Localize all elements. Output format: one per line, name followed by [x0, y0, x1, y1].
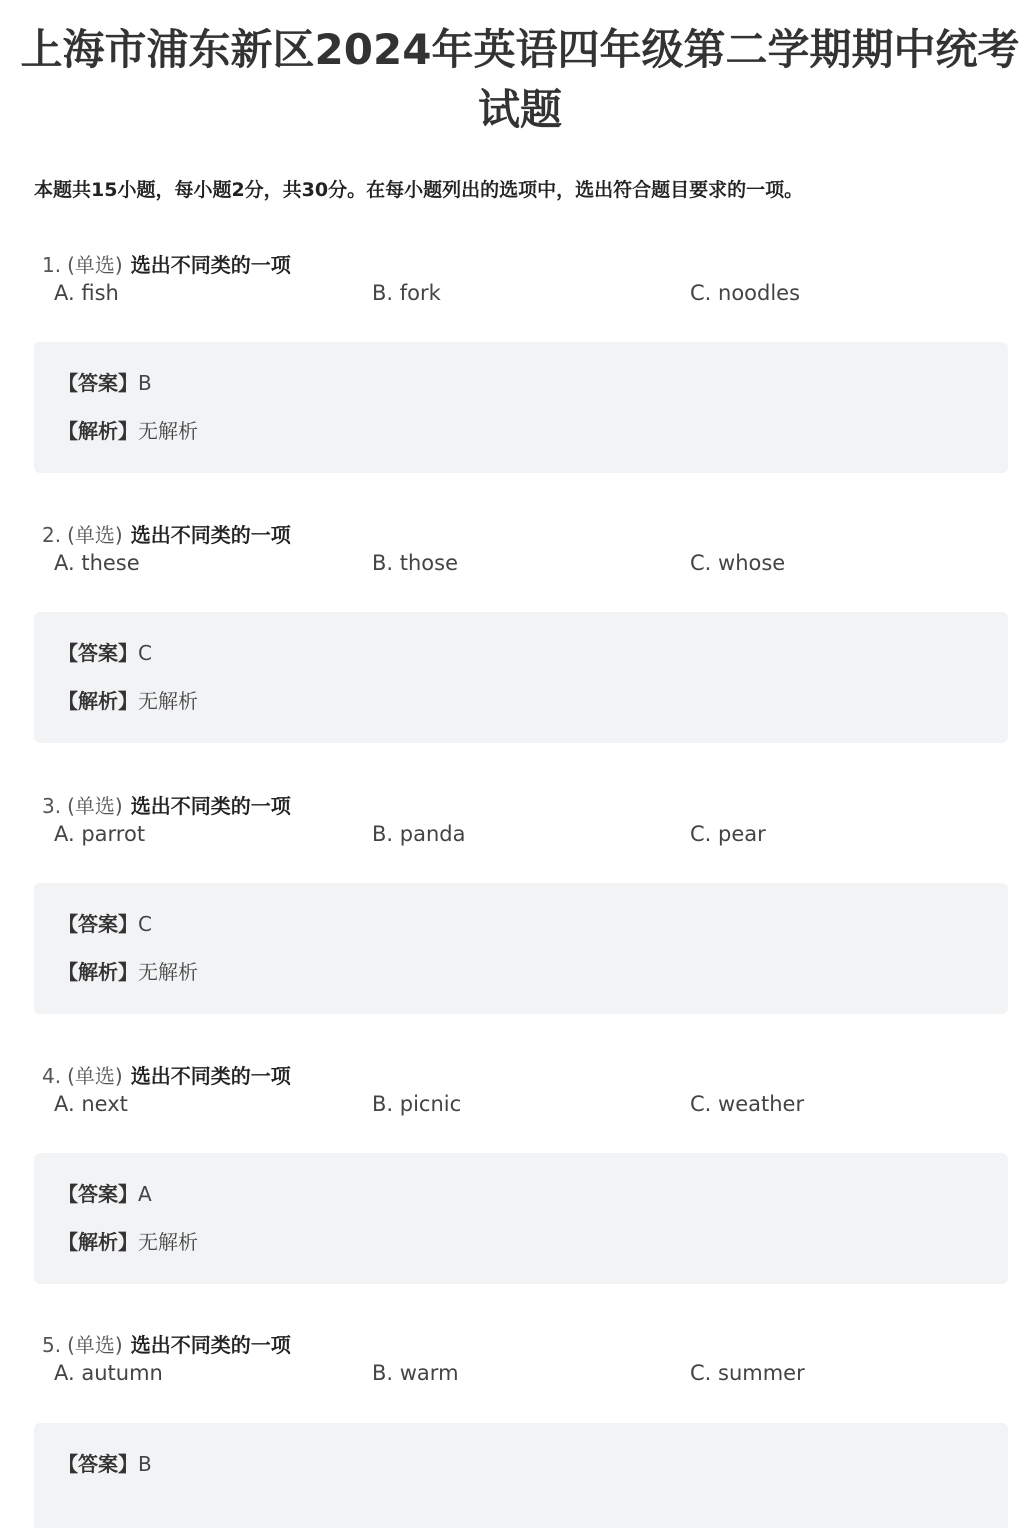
question-type: (单选)	[67, 794, 123, 818]
answer-line	[58, 638, 152, 668]
analysis-value: 无解析	[138, 689, 198, 713]
option-a[interactable]: A. parrot	[54, 822, 146, 846]
analysis-value: 无解析	[138, 960, 198, 984]
page-title: 上海市浦东新区2024年英语四年级第二学期期中统考试题	[20, 25, 1020, 134]
answer-panel	[34, 342, 1008, 473]
answer-panel	[34, 1423, 1008, 1528]
answer-line	[58, 909, 152, 939]
question-number: 5.	[42, 1333, 62, 1357]
option-list	[54, 819, 1014, 849]
question-stem: 选出不同类的一项	[130, 1064, 291, 1088]
answer-value: B	[138, 371, 152, 395]
analysis-label: 【解析】	[58, 689, 138, 713]
question-header	[42, 1330, 291, 1360]
analysis-value: 无解析	[138, 419, 198, 443]
option-a[interactable]: A. autumn	[54, 1361, 163, 1385]
option-a[interactable]: A. these	[54, 551, 140, 575]
option-c[interactable]: C. noodles	[690, 281, 801, 305]
answer-value: C	[138, 641, 152, 665]
option-list	[54, 278, 1014, 308]
question-number: 4.	[42, 1064, 62, 1088]
option-b[interactable]: B. picnic	[372, 1092, 462, 1116]
option-a[interactable]: A. fish	[54, 281, 119, 305]
analysis-label: 【解析】	[58, 960, 138, 984]
analysis-label: 【解析】	[58, 419, 138, 443]
answer-panel	[34, 612, 1008, 743]
analysis-line	[58, 686, 198, 716]
answer-value: A	[138, 1182, 152, 1206]
question-type: (单选)	[67, 1333, 123, 1357]
option-list	[54, 1358, 1014, 1388]
answer-label: 【答案】	[58, 641, 138, 665]
analysis-line	[58, 1227, 198, 1257]
answer-label: 【答案】	[58, 912, 138, 936]
question-header	[42, 1061, 291, 1091]
analysis-label: 【解析】	[58, 1230, 138, 1254]
question-type: (单选)	[67, 1064, 123, 1088]
analysis-line	[58, 957, 198, 987]
answer-label: 【答案】	[58, 1182, 138, 1206]
question-stem: 选出不同类的一项	[130, 794, 291, 818]
option-b[interactable]: B. panda	[372, 822, 466, 846]
analysis-line	[58, 416, 198, 446]
option-c[interactable]: C. pear	[690, 822, 766, 846]
option-a[interactable]: A. next	[54, 1092, 128, 1116]
question-type: (单选)	[67, 253, 123, 277]
question-stem: 选出不同类的一项	[130, 1333, 291, 1357]
answer-line	[58, 1179, 152, 1209]
section-instructions: 本题共15小题，每小题2分，共30分。在每小题列出的选项中，选出符合题目要求的一项。	[34, 179, 804, 201]
question-header	[42, 791, 291, 821]
option-b[interactable]: B. warm	[372, 1361, 459, 1385]
question-number: 2.	[42, 523, 62, 547]
option-b[interactable]: B. those	[372, 551, 459, 575]
option-c[interactable]: C. weather	[690, 1092, 805, 1116]
option-list	[54, 1089, 1014, 1119]
answer-panel	[34, 1153, 1008, 1284]
question-number: 1.	[42, 253, 62, 277]
answer-line	[58, 368, 152, 398]
question-header	[42, 250, 291, 280]
question-number: 3.	[42, 794, 62, 818]
option-b[interactable]: B. fork	[372, 281, 441, 305]
answer-panel	[34, 883, 1008, 1014]
analysis-value: 无解析	[138, 1230, 198, 1254]
answer-label: 【答案】	[58, 371, 138, 395]
question-header	[42, 520, 291, 550]
answer-label: 【答案】	[58, 1452, 138, 1476]
answer-line	[58, 1449, 152, 1479]
question-stem: 选出不同类的一项	[130, 253, 291, 277]
option-list	[54, 548, 1014, 578]
question-type: (单选)	[67, 523, 123, 547]
question-stem: 选出不同类的一项	[130, 523, 291, 547]
option-c[interactable]: C. whose	[690, 551, 786, 575]
answer-value: C	[138, 912, 152, 936]
answer-value: B	[138, 1452, 152, 1476]
option-c[interactable]: C. summer	[690, 1361, 805, 1385]
